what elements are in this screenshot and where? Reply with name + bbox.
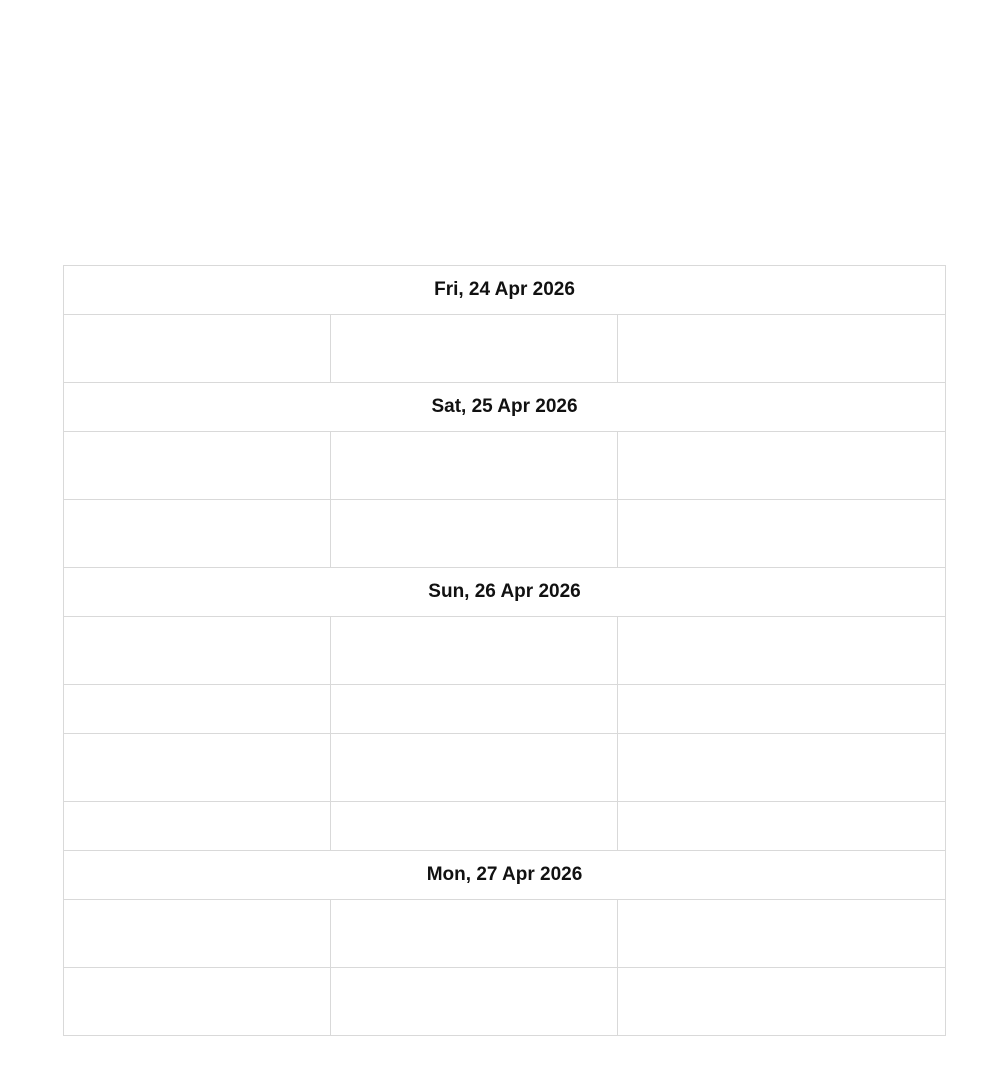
table-cell [618,734,946,802]
day-header: Mon, 27 Apr 2026 [64,851,946,900]
table-row [64,968,946,1036]
table-cell [64,500,331,568]
table-cell [618,968,946,1036]
table-cell [331,734,618,802]
table-cell [64,802,331,851]
table-cell [331,432,618,500]
day-header-row [64,266,946,315]
table-cell [331,315,618,383]
day-header: Fri, 24 Apr 2026 [64,266,946,315]
table-cell [64,617,331,685]
day-header-row [64,568,946,617]
table-row [64,802,946,851]
table-cell [331,500,618,568]
table-cell [64,734,331,802]
table-cell [64,968,331,1036]
day-header-row [64,383,946,432]
schedule-table [63,265,946,1036]
day-header: Sat, 25 Apr 2026 [64,383,946,432]
day-header: Sun, 26 Apr 2026 [64,568,946,617]
table-cell [64,685,331,734]
day-header-row [64,851,946,900]
table-cell [618,617,946,685]
table-cell [618,315,946,383]
table-row [64,617,946,685]
table-cell [331,685,618,734]
table-row [64,685,946,734]
table-row [64,900,946,968]
table-cell [64,432,331,500]
table-cell [618,500,946,568]
table-cell [618,685,946,734]
table-row [64,432,946,500]
table-cell [618,432,946,500]
table-row [64,734,946,802]
table-cell [331,802,618,851]
table-cell [331,900,618,968]
table-cell [64,315,331,383]
table-cell [618,900,946,968]
table-cell [618,802,946,851]
table-row [64,500,946,568]
table-cell [331,968,618,1036]
table-row [64,315,946,383]
table-cell [331,617,618,685]
table-cell [64,900,331,968]
